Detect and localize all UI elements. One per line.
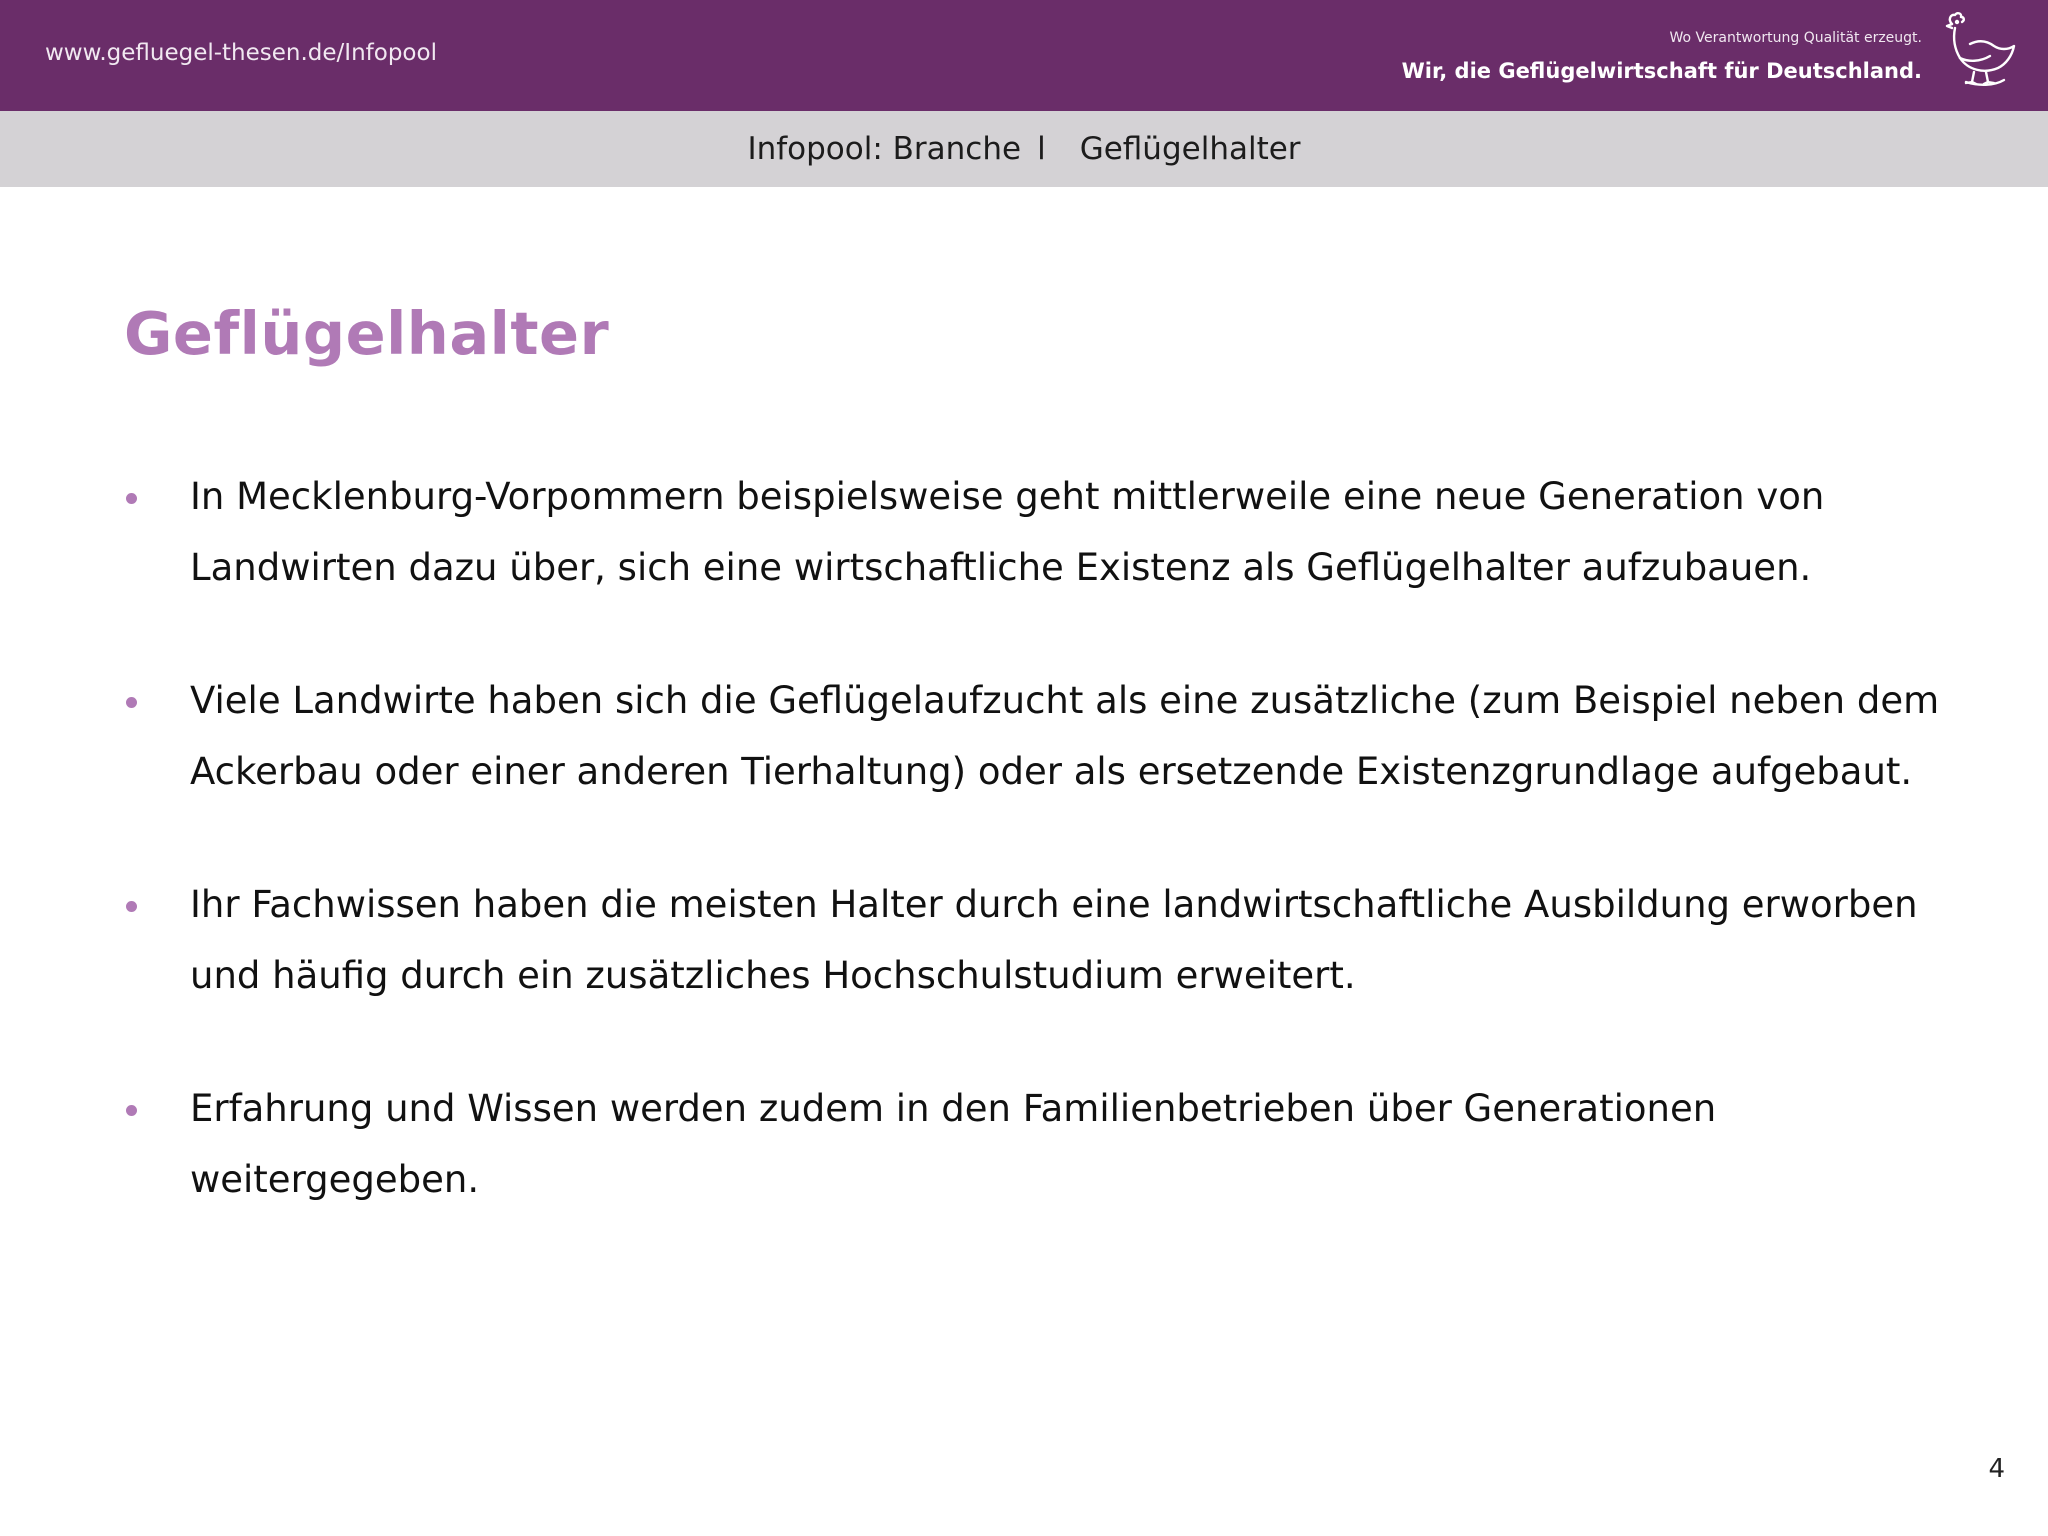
bullet-line: In Mecklenburg-Vorpommern beispielsweise geht mittlerweile eine neue Generation von	[190, 475, 1825, 518]
page-title: Geflügelhalter	[124, 299, 610, 368]
bullet-line: Ackerbau oder einer anderen Tierhaltung) oder als ersetzende Existenzgrundlage aufgebaut.	[190, 750, 1913, 793]
breadcrumb-section: Infopool: Branche	[747, 131, 1022, 167]
bullet-dot-icon	[126, 901, 137, 912]
hen-icon	[1938, 10, 2018, 90]
list-item	[124, 461, 1944, 603]
breadcrumb-page: Geflügelhalter	[1079, 131, 1301, 167]
bullet-line: Viele Landwirte haben sich die Geflügelaufzucht als eine zusätzliche (zum Beispiel neben dem	[190, 679, 1940, 722]
page-number: 4	[1988, 1454, 2005, 1484]
bullet-line: Erfahrung und Wissen werden zudem in den Familienbetrieben über Generationen	[190, 1087, 1717, 1130]
bullet-list	[124, 461, 1944, 1277]
bullet-line: und häufig durch ein zusätzliches Hochschulstudium erweitert.	[190, 954, 1356, 997]
bullet-line: Landwirten dazu über, sich eine wirtschaftliche Existenz als Geflügelhalter aufzubauen.	[190, 546, 1812, 589]
tagline-main: Wir, die Geflügelwirtschaft für Deutschland.	[1401, 59, 1922, 83]
header-bar	[0, 0, 2048, 111]
site-url-link[interactable]: www.gefluegel-thesen.de/Infopool	[45, 40, 437, 66]
breadcrumb	[0, 111, 2048, 187]
list-item	[124, 869, 1944, 1011]
bullet-dot-icon	[126, 493, 137, 504]
tagline-small: Wo Verantwortung Qualität erzeugt.	[1669, 30, 1922, 46]
breadcrumb-separator: l	[1037, 131, 1046, 167]
bullet-dot-icon	[126, 1105, 137, 1116]
bullet-line: weitergegeben.	[190, 1158, 480, 1201]
bullet-line: Ihr Fachwissen haben die meisten Halter durch eine landwirtschaftliche Ausbildung erworben	[190, 883, 1918, 926]
list-item	[124, 1073, 1944, 1215]
breadcrumb-bar	[0, 111, 2048, 187]
bullet-dot-icon	[126, 697, 137, 708]
list-item	[124, 665, 1944, 807]
